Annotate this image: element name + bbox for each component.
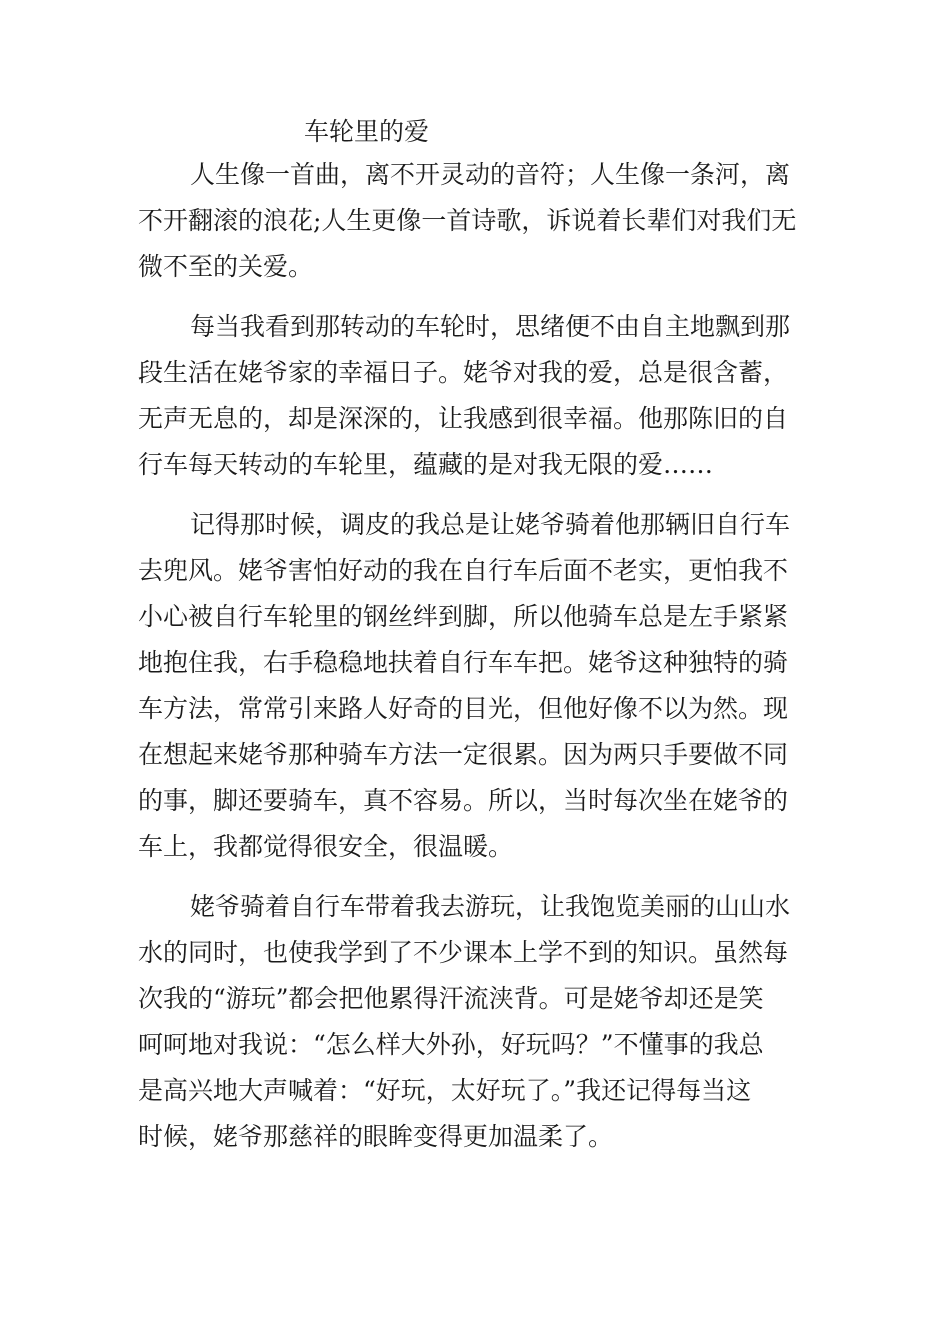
document-title: 车轮里的爱 — [304, 117, 430, 146]
paragraph-line: 时候，姥爷那慈祥的眼眸变得更加温柔了。 — [138, 1122, 614, 1151]
paragraph-line: 地抱住我，右手稳稳地扶着自行车车把。姥爷这种独特的骑 — [138, 648, 789, 677]
paragraph-line: 水的同时，也使我学到了不少课本上学不到的知识。虽然每 — [138, 938, 789, 967]
paragraph-line: 次我的“游玩”都会把他累得汗流浃背。可是姥爷却还是笑 — [138, 984, 764, 1013]
paragraph-line: 无声无息的，却是深深的，让我感到很幸福。他那陈旧的自 — [138, 404, 789, 433]
paragraph-line: 小心被自行车轮里的钢丝绊到脚，所以他骑车总是左手紧紧 — [138, 602, 789, 631]
paragraph-line: 每当我看到那转动的车轮时，思绪便不由自主地飘到那 — [190, 312, 791, 341]
document-body — [138, 152, 830, 1160]
paragraph-line: 微不至的关爱。 — [138, 252, 314, 281]
paragraph — [138, 304, 830, 488]
paragraph-line: 在想起来姥爷那种骑车方法一定很累。因为两只手要做不同 — [138, 740, 789, 769]
paragraph-line: 段生活在姥爷家的幸福日子。姥爷对我的爱，总是很含蓄， — [138, 358, 789, 387]
paragraph — [138, 152, 830, 290]
paragraph-line: 行车每天转动的车轮里，蕴藏的是对我无限的爱…… — [138, 450, 714, 479]
paragraph-line: 的事，脚还要骑车，真不容易。所以，当时每次坐在姥爷的 — [138, 786, 789, 815]
paragraph-line: 去兜风。姥爷害怕好动的我在自行车后面不老实，更怕我不 — [138, 556, 789, 585]
paragraph-line: 呵呵地对我说：“怎么样大外孙，好玩吗？”不懂事的我总 — [138, 1030, 764, 1059]
paragraph — [138, 502, 830, 870]
paragraph-line: 姥爷骑着自行车带着我去游玩，让我饱览美丽的山山水 — [190, 892, 791, 921]
paragraph-line: 是高兴地大声喊着：“好玩，太好玩了。”我还记得每当这 — [138, 1076, 752, 1105]
paragraph-line: 人生像一首曲，离不开灵动的音符；人生像一条河，离 — [190, 160, 791, 189]
paragraph-line: 车方法，常常引来路人好奇的目光，但他好像不以为然。现 — [138, 694, 789, 723]
paragraph — [138, 884, 830, 1160]
paragraph-line: 记得那时候，调皮的我总是让姥爷骑着他那辆旧自行车 — [190, 510, 791, 539]
paragraph-line: 车上，我都觉得很安全，很温暖。 — [138, 832, 514, 861]
paragraph-line: 不开翻滚的浪花;人生更像一首诗歌，诉说着长辈们对我们无 — [138, 206, 797, 235]
